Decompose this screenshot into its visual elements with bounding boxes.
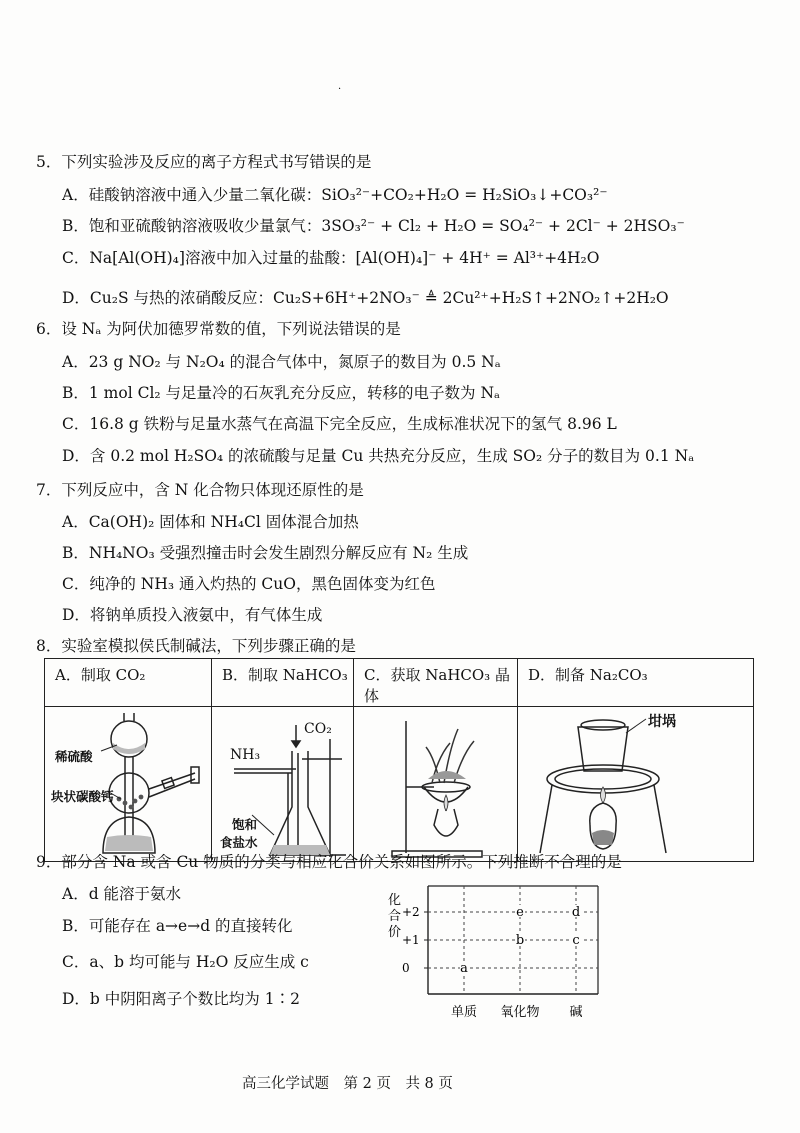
valence-chart-svg xyxy=(384,884,604,1024)
point-d: d xyxy=(571,905,581,920)
q6-option-d: D．含 0.2 mol H₂SO₄ 的浓硫酸与足量 Cu 共热充分反应，生成 SO₂ 分子的数目为 0.1 Nₐ xyxy=(62,447,695,465)
ylabel-char-2: 合 xyxy=(388,909,402,924)
xtick-label: 氧化物 xyxy=(500,1005,540,1020)
xtick-label: 单质 xyxy=(450,1005,478,1020)
q6-stem: 6．设 Nₐ 为阿伏加德罗常数的值，下列说法错误的是 xyxy=(36,320,401,338)
q5-option-a: A．硅酸钠溶液中通入少量二氧化碳：SiO₃²⁻+CO₂+H₂O = H₂SiO₃↓+CO₃²⁻ xyxy=(62,186,608,204)
ytick-label: +2 xyxy=(402,905,420,919)
q7-option-a: A．Ca(OH)₂ 固体和 NH₄Cl 固体混合加热 xyxy=(62,513,359,531)
page-footer: 高三化学试题 第 2 页 共 8 页 xyxy=(242,1076,453,1092)
q8-figure-d xyxy=(518,707,754,862)
q8-stem: 8．实验室模拟侯氏制碱法，下列步骤正确的是 xyxy=(36,637,356,655)
q8-figure-c xyxy=(354,707,518,862)
q8-header-d: D．制备 Na₂CO₃ xyxy=(518,659,754,707)
q7-option-c: C．纯净的 NH₃ 通入灼热的 CuO，黑色固体变为红色 xyxy=(62,575,436,593)
q9-option-a: A．d 能溶于氨水 xyxy=(62,885,182,903)
kipp-generator-figure xyxy=(45,707,212,861)
q8-apparatus-table xyxy=(44,658,754,862)
stray-dot: · xyxy=(338,84,342,95)
crucible-heating-figure xyxy=(518,707,754,861)
ylabel-char-1: 化 xyxy=(388,893,402,908)
ytick-label: 0 xyxy=(402,961,410,975)
point-a: a xyxy=(460,961,468,976)
point-b: b xyxy=(515,933,525,948)
q8-header-c: C．获取 NaHCO₃ 晶体 xyxy=(354,659,518,707)
q8-figure-b xyxy=(212,707,354,862)
q8-header-a: A．制取 CO₂ xyxy=(45,659,212,707)
q9-stem: 9．部分含 Na 或含 Cu 物质的分类与相应化合价关系如图所示。下列推断不合理的是 xyxy=(36,853,622,871)
q9-option-d: D．b 中阴阳离子个数比均为 1∶2 xyxy=(62,990,300,1008)
q7-option-b: B．NH₄NO₃ 受强烈撞击时会发生剧烈分解反应有 N₂ 生成 xyxy=(62,544,469,562)
q9-option-b: B．可能存在 a→e→d 的直接转化 xyxy=(62,917,293,935)
q6-option-c: C．16.8 g 铁粉与足量水蒸气在高温下完全反应，生成标准状况下的氢气 8.96 L xyxy=(62,415,617,433)
q9-option-c: C．a、b 均可能与 H₂O 反应生成 c xyxy=(62,953,309,971)
point-c: c xyxy=(572,933,580,948)
q5-stem: 5．下列实验涉及反应的离子方程式书写错误的是 xyxy=(36,153,372,171)
label-crucible: 坩埚 xyxy=(648,714,676,730)
q7-option-d: D．将钠单质投入液氨中，有气体生成 xyxy=(62,606,323,624)
q7-stem: 7．下列反应中，含 N 化合物只体现还原性的是 xyxy=(36,481,364,499)
point-e: e xyxy=(516,905,524,920)
label-dilute-sulfuric-acid: 稀硫酸 xyxy=(55,749,93,764)
xtick-label: 碱 xyxy=(569,1005,583,1020)
label-co2: CO₂ xyxy=(304,721,332,737)
q5-option-c: C．Na[Al(OH)₄]溶液中加入过量的盐酸：[Al(OH)₄]⁻ + 4H⁺ = Al³⁺+4H₂O xyxy=(62,249,600,267)
q5-option-d: D．Cu₂S 与热的浓硝酸反应：Cu₂S+6H⁺+2NO₃⁻ ≜ 2Cu²⁺+H₂S↑+2NO₂↑+2H₂O xyxy=(62,289,669,307)
label-nh3: NH₃ xyxy=(230,747,261,763)
label-saturated: 饱和 xyxy=(232,817,258,832)
q8-figure-a xyxy=(45,707,212,862)
crystal-recovery-figure xyxy=(354,707,518,861)
ytick-label: +1 xyxy=(402,933,420,947)
q8-header-b: B．制取 NaHCO₃ xyxy=(212,659,354,707)
q6-option-a: A．23 g NO₂ 与 N₂O₄ 的混合气体中，氮原子的数目为 0.5 Nₐ xyxy=(62,353,501,371)
valence-chart xyxy=(384,884,604,1024)
label-calcium-carbonate: 块状碳酸钙 xyxy=(51,789,114,804)
label-brine: 食盐水 xyxy=(220,835,258,850)
q6-option-b: B．1 mol Cl₂ 与足量冷的石灰乳充分反应，转移的电子数为 Nₐ xyxy=(62,384,501,402)
q5-option-b: B．饱和亚硫酸钠溶液吸收少量氯气：3SO₃²⁻ + Cl₂ + H₂O = SO₄²⁻ + 2Cl⁻ + 2HSO₃⁻ xyxy=(62,217,685,235)
ylabel-char-3: 价 xyxy=(388,925,402,940)
